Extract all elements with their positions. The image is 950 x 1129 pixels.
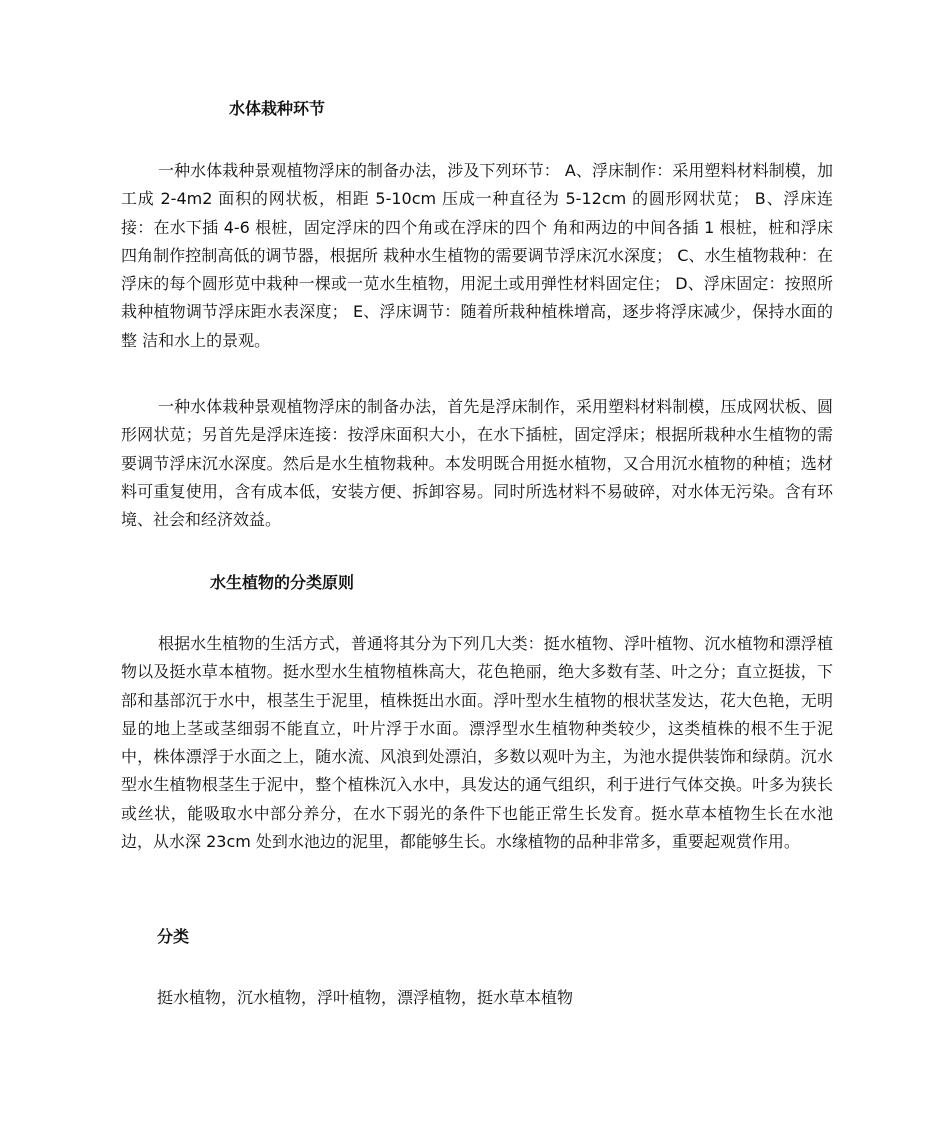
- section-heading-classification-principles: 水生植物的分类原则: [210, 573, 355, 592]
- paragraph-aquatic-plant-classification: 根据水生植物的生活方式，普通将其分为下列几大类：挺水植物、浮叶植物、沉水植物和漂浮植物以及挺水草本植物。挺水型水生植物植株高大，花色艳丽，绝大多数有茎、叶之分；直立挺拔，下部和基部沉于水中，根茎生于泥里，植株挺出水面。浮叶型水生植物的根状茎发达，花大色艳，无明显的地上茎或茎细弱不能直立，叶片浮于水面。漂浮型水生植物种类较少，这类植株的根不生于泥中，株体漂浮于水面之上，随水流、风浪到处漂泊，多数以观叶为主，为池水提供装饰和绿荫。沉水型水生植物根茎生于泥中，整个植株沉入水中，具发达的通气组织，利于进行气体交换。叶多为狭长或丝状，能吸取水中部分养分，在水下弱光的条件下也能正常生长发育。挺水草本植物生长在水池边，从水深 23cm 处到水池边的泥里，都能够生长。水缘植物的品种非常多，重要起观赏作用。: [121, 634, 833, 852]
- section-heading-classification: 分类: [157, 927, 190, 946]
- section-heading-planting-steps: 水体栽种环节: [229, 99, 326, 118]
- paragraph-floating-bed-method-steps: 一种水体栽种景观植物浮床的制备办法，涉及下列环节： A、浮床制作：采用塑料材料制模，加工成 2-4m2 面积的网状板，相距 5-10cm 压成一种直径为 5-12cm 的圆形网状苋； B、浮床连接：在水下插 4-6 根桩，固定浮床的四个角或在浮床的四个 角和两边的中间各插 1 根桩，桩和浮床四角制作控制高低的调节器，根据所 栽种水生植物的需要调节浮床沉水深度； C、水生植物栽种：在浮床的每个圆形苋中栽种一棵或一苋水生植物，用泥土或用弹性材料固定住； D、浮床固定：按照所栽种植物调节浮床距水表深度； E、浮床调节：随着所栽种植株增高，逐步将浮床减少，保持水面的整 洁和水上的景观。: [121, 161, 833, 350]
- paragraph-floating-bed-summary: 一种水体栽种景观植物浮床的制备办法，首先是浮床制作，采用塑料材料制模，压成网状板、圆形网状苋；另首先是浮床连接：按浮床面积大小，在水下插桩，固定浮床；根据所栽种水生植物的需要调节浮床沉水深度。然后是水生植物栽种。本发明既合用挺水植物，又合用沉水植物的种植；选材料可重复使用，含有成本低，安装方便、拆卸容易。同时所选材料不易破碎，对水体无污染。含有环境、社会和经济效益。: [121, 397, 833, 530]
- classification-list-line: 挺水植物，沉水植物，浮叶植物，漂浮植物，挺水草本植物: [157, 988, 574, 1007]
